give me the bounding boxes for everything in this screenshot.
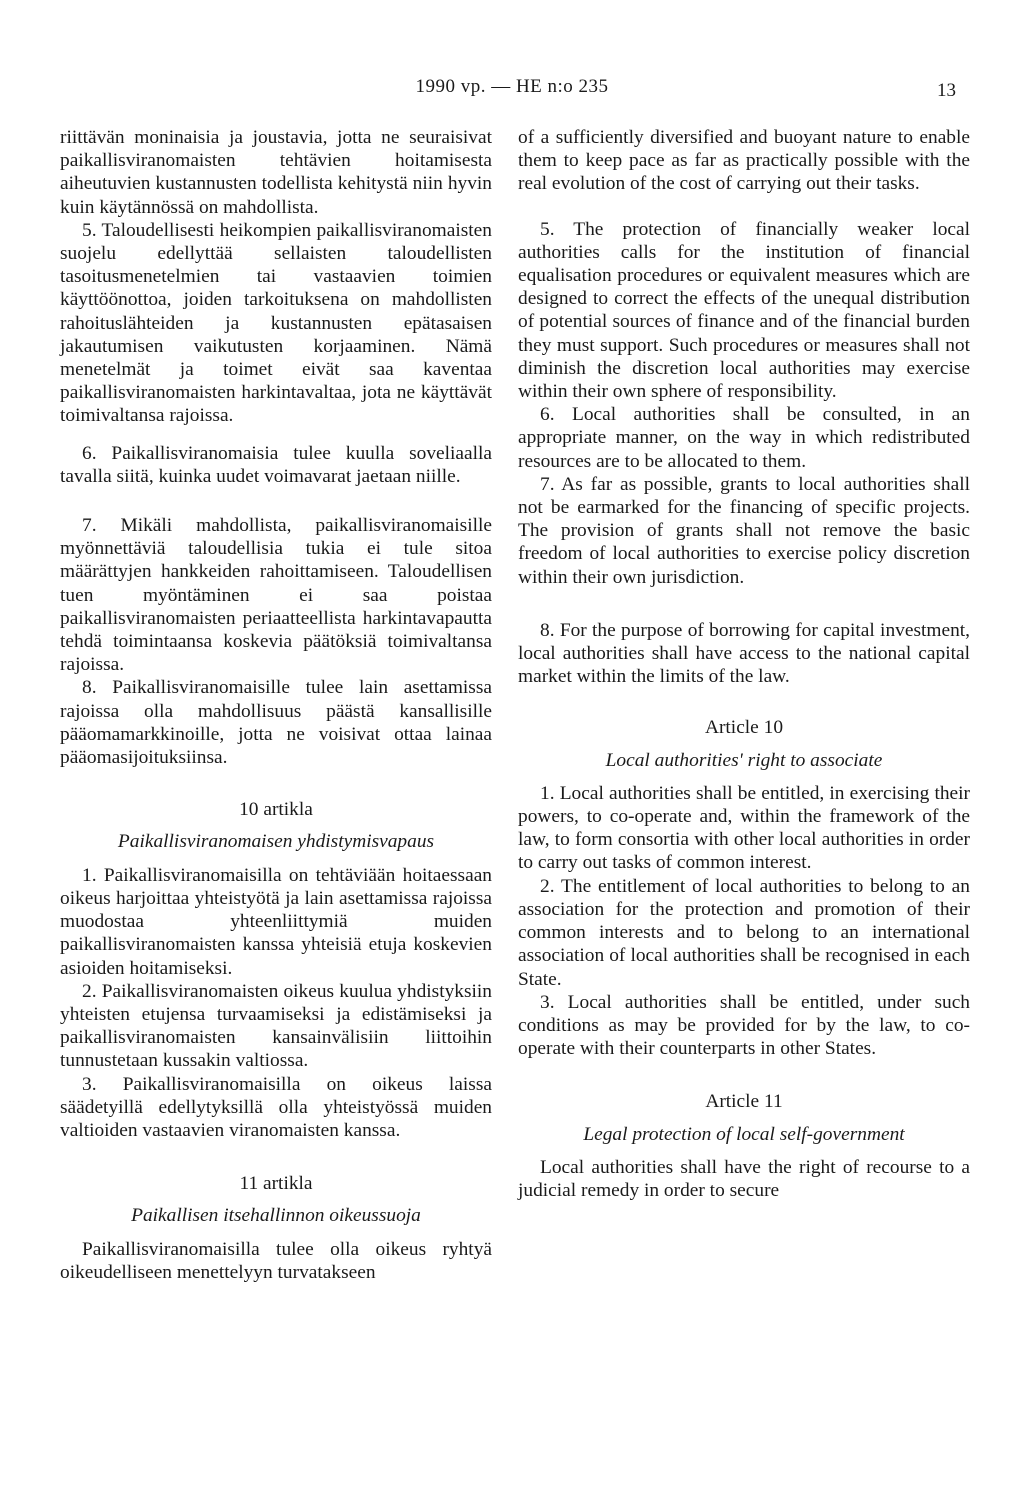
fi-article-10-paragraph-1: 1. Paikallisviranomaisilla on tehtäviään hoitaessaan oikeus harjoittaa yhteistyötä ja lain asettamissa rajoissa muodostaa yhteenliittymiä muiden paikallisviranomaisten kanssa yhteisiä etuja koskevien asioiden hoitamiseksi.: [60, 864, 492, 979]
en-article-10-paragraph-2: 2. The entitlement of local authorities to belong to an association for the protection and promotion of their common interests and to belong to an international association of local authorities shall be recognised in each State.: [518, 875, 970, 990]
fi-paragraph-7: 7. Mikäli mahdollista, paikallisviranomaisille myönnettäviä taloudellisia tukia ei tule sitoa määrättyjen hankkeiden rahoittamiseen. Taloudellisen tuen myöntäminen ei saa poistaa paikallisviranomaisten periaatteellista harkintavapautta tehdä toimintaansa koskevia päätöksiä toimivaltansa rajoissa.: [60, 515, 492, 676]
en-article-10-title: Local authorities' right to associate: [605, 749, 883, 771]
fi-paragraph-continued: riittävän moninaisia ja joustavia, jotta ne seuraisivat paikallisviranomaisten tehtävien hoitamisesta aiheutuvien kustannusten todellista kehitystä niin hyvin kuin käytännössä on mahdollista.: [60, 127, 492, 218]
en-paragraph-8: 8. For the purpose of borrowing for capital investment, local authorities shall have access to the national capital market within the limits of the law.: [518, 619, 970, 688]
en-paragraph-7: 7. As far as possible, grants to local authorities shall not be earmarked for the financing of specific projects. The provision of grants shall not remove the basic freedom of local authorities to exercise policy discretion within their own jurisdiction.: [518, 473, 970, 588]
fi-paragraph-5: 5. Taloudellisesti heikompien paikallisviranomaisten suojelu edellyttää sellaisten taloudellisten tasoitusmenetelmien tai vastaavien toimien käyttöönottoa, joiden tarkoituksena on mahdollisten rahoituslähteiden ja kustannusten epätasaisen jakautumisen vaikutusten korjaaminen. Nämä menetelmät ja toimet eivät saa kaventaa paikallisviranomaisten harkintavaltaa, jota ne käyttävät toimivaltansa rajoissa.: [60, 219, 492, 427]
fi-paragraph-8: 8. Paikallisviranomaisille tulee lain asettamissa rajoissa olla mahdollisuus päästä kansallisille pääomamarkkinoille, jotta ne voisivat ottaa lainaa pääomasijoituksiinsa.: [60, 677, 492, 769]
fi-article-11-paragraph-1: Paikallisviranomaisilla tulee olla oikeus ryhtyä oikeudelliseen menettelyyn turvatakseen: [60, 1238, 492, 1283]
en-paragraph-5: 5. The protection of financially weaker local authorities calls for the institution of financial equalisation procedures or equivalent measures which are designed to correct the effects of the unequal distribution of potential sources of finance and of the financial burden they must support. Such procedures or measures shall not diminish the discretion local authorities may exercise within their own sphere of responsibility.: [518, 218, 970, 403]
fi-article-11-title: Paikallisen itsehallinnon oikeussuoja: [131, 1205, 421, 1227]
en-paragraph-continued: of a sufficiently diversified and buoyant nature to enable them to keep pace as far as practically possible with the real evolution of the cost of carrying out their tasks.: [518, 127, 970, 195]
running-header: 1990 vp. — HE n:o 235: [415, 76, 609, 97]
en-article-11-paragraph-1: Local authorities shall have the right of recourse to a judicial remedy in order to secure: [518, 1156, 970, 1201]
page-number: 13: [937, 80, 956, 101]
fi-article-10-title: Paikallisviranomaisen yhdistymisvapaus: [117, 831, 435, 853]
fi-article-10-number: 10 artikla: [239, 799, 313, 821]
en-paragraph-6: 6. Local authorities shall be consulted, in an appropriate manner, on the way in which redistributed resources are to be allocated to them.: [518, 404, 970, 472]
en-article-11-number: Article 11: [705, 1091, 783, 1113]
finnish-column: [60, 126, 492, 1284]
en-article-10-number: Article 10: [704, 717, 784, 739]
fi-article-10-paragraph-2: 2. Paikallisviranomaisten oikeus kuulua yhdistyksiin yhteisten etujensa turvaamiseksi ja edistämiseksi ja paikallisviranomaisten kansainvälisiin liittoihin tunnustetaan kussakin valtiossa.: [60, 980, 492, 1072]
en-article-10-paragraph-1: 1. Local authorities shall be entitled, in exercising their powers, to co-operate and, within the framework of the law, to form consortia with other local authorities in order to carry out tasks of common interest.: [518, 782, 970, 874]
page-header: [0, 76, 1024, 106]
fi-article-10-paragraph-3: 3. Paikallisviranomaisilla on oikeus laissa säädetyillä edellytyksillä olla yhteistyössä muiden valtioiden vastaavien viranomaisten kanssa.: [60, 1073, 492, 1141]
english-column: [518, 126, 970, 1202]
en-article-10-paragraph-3: 3. Local authorities shall be entitled, under such conditions as may be provided for by the law, to co-operate with their counterparts in other States.: [518, 991, 970, 1060]
fi-article-11-number: 11 artikla: [239, 1173, 313, 1195]
fi-paragraph-6: 6. Paikallisviranomaisia tulee kuulla soveliaalla tavalla siitä, kuinka uudet voimavarat jaetaan niille.: [60, 442, 492, 487]
en-article-11-title: Legal protection of local self-government: [583, 1123, 905, 1145]
